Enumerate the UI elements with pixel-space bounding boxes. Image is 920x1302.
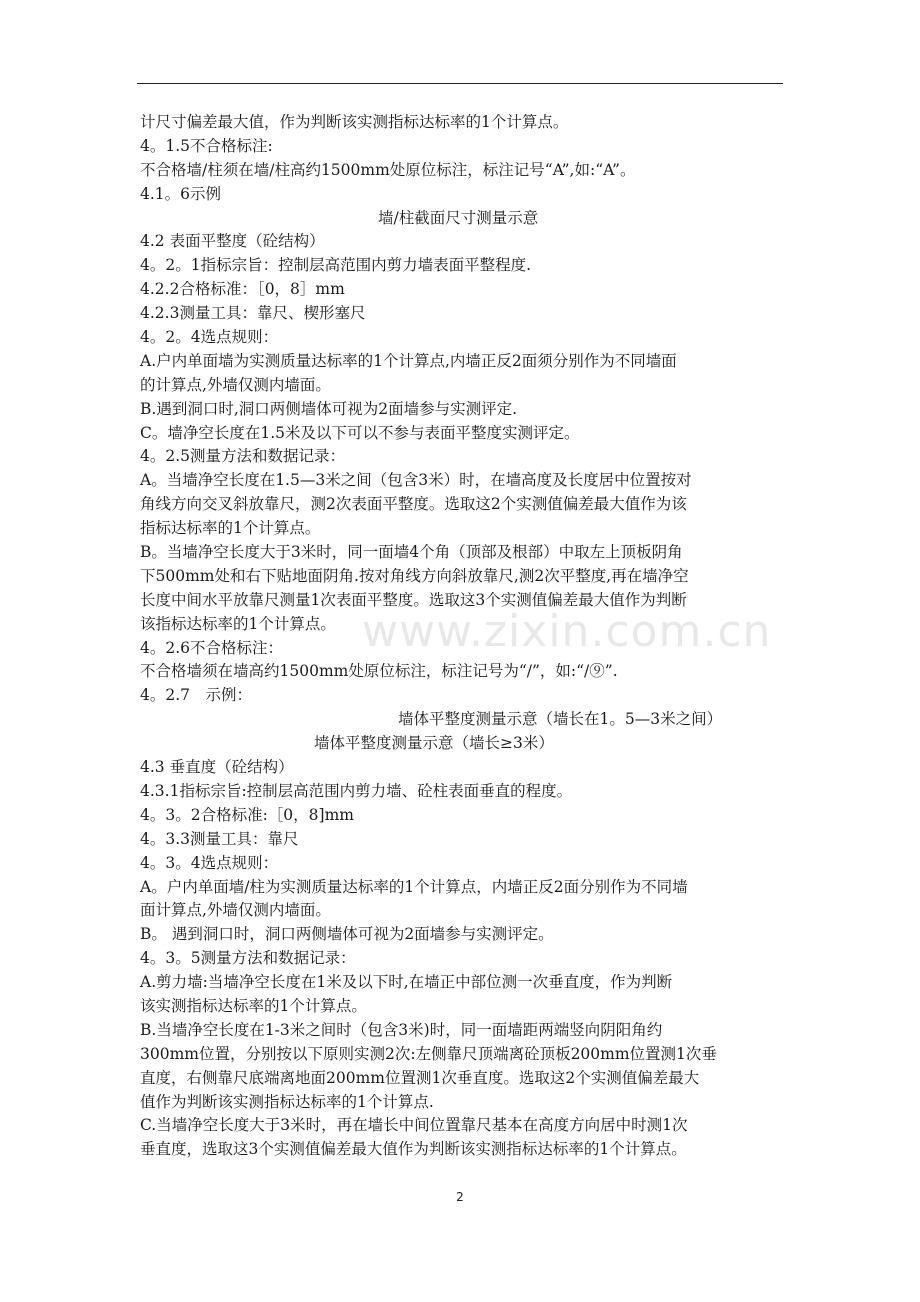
header-rule: [137, 83, 783, 84]
text-line: 不合格墙须在墙高约1500mm处原位标注，标注记号为“/”，如:“/⑨”.: [140, 662, 618, 681]
text-line: 该指标达标率的1个计算点。: [140, 614, 336, 633]
text-line: 角线方向交叉斜放靠尺，测2次表面平整度。选取这2个实测值偏差最大值作为该: [140, 495, 687, 514]
figure-caption: 墙体平整度测量示意（墙长在1。5—3米之间）: [398, 710, 723, 729]
text-line: 不合格墙/柱须在墙/柱高约1500mm处原位标注，标注记号“A”,如:“A”。: [140, 160, 636, 179]
figure-caption: 墙体平整度测量示意（墙长≥3米）: [314, 734, 554, 753]
text-line: 4。3.3测量工具：靠尺: [140, 829, 299, 848]
text-line: B。当墙净空长度大于3米时，同一面墙4个角（顶部及根部）中取左上顶板阴角: [140, 543, 683, 562]
section-heading: 4。1.5不合格标注:: [140, 136, 273, 155]
section-heading: 4.3 垂直度（砼结构）: [140, 758, 294, 777]
text-line: 4。2。1指标宗旨：控制层高范围内剪力墙表面平整程度.: [140, 256, 532, 275]
text-line: 4.2.3测量工具：靠尺、楔形塞尺: [140, 304, 366, 323]
figure-caption: 墙/柱截面尺寸测量示意: [378, 208, 539, 227]
text-line: 长度中间水平放靠尺测量1次表面平整度。选取这3个实测值偏差最大值作为判断: [140, 590, 687, 609]
section-heading: 4。2.7 示例：: [140, 686, 253, 705]
section-heading: 4。3。5测量方法和数据记录：: [140, 949, 356, 968]
text-line: 值作为判断该实测指标达标率的1个计算点.: [140, 1092, 434, 1111]
text-line: A.剪力墙:当墙净空长度在1米及以下时,在墙正中部位测一次垂直度，作为判断: [140, 973, 673, 992]
text-line: 下500mm处和右下贴地面阴角.按对角线方向斜放靠尺,测2次平整度,再在墙净空: [140, 566, 689, 585]
text-line: 的计算点,外墙仅测内墙面。: [140, 375, 331, 394]
text-line: A。当墙净空长度在1.5—3米之间（包含3米）时，在墙高度及长度居中位置按对: [140, 471, 692, 490]
text-line: 垂直度，选取这3个实测值偏差最大值作为判断该实测指标达标率的1个计算点。: [140, 1140, 687, 1159]
text-line: B.当墙净空长度在1-3米之间时（包含3米)时，同一面墙距两端竖向阴阳角约: [140, 1020, 663, 1039]
section-heading: 4.1。6示例: [140, 184, 222, 203]
text-line: 300mm位置，分别按以下原则实测2次:左侧靠尺顶端离砼顶板200mm位置测1次垂: [140, 1044, 717, 1063]
page-number: 2: [456, 1190, 464, 1204]
text-line: C。墙净空长度在1.5米及以下可以不参与表面平整度实测评定。: [140, 423, 580, 442]
section-heading: 4.2 表面平整度（砼结构）: [140, 232, 325, 251]
text-line: 计尺寸偏差最大值，作为判断该实测指标达标率的1个计算点。: [140, 113, 569, 131]
text-line: 面计算点,外墙仅测内墙面。: [140, 901, 331, 920]
section-heading: 4。2.5测量方法和数据记录：: [140, 447, 346, 466]
text-line: 指标达标率的1个计算点。: [140, 519, 321, 538]
text-line: B.遇到洞口时,洞口两侧墙体可视为2面墙参与实测评定.: [140, 399, 518, 418]
section-heading: 4。3。4选点规则：: [140, 853, 279, 872]
text-line: 4.3.1指标宗旨:控制层高范围内剪力墙、砼柱表面垂直的程度。: [140, 781, 573, 800]
section-heading: 4。2。4选点规则：: [140, 328, 279, 347]
text-line: 4。3。2合格标准:［0，8]mm: [140, 805, 354, 824]
text-line: C.当墙净空长度大于3米时，再在墙长中间位置靠尺基本在高度方向居中时测1次: [140, 1116, 688, 1135]
section-heading: 4。2.6不合格标注：: [140, 638, 284, 657]
document-body: [140, 111, 785, 1162]
text-line: A。户内单面墙/柱为实测质量达标率的1个计算点，内墙正反2面分别作为不同墙: [140, 877, 688, 896]
text-line: 该实测指标达标率的1个计算点。: [140, 996, 367, 1015]
text-line: B。 遇到洞口时，洞口两侧墙体可视为2面墙参与实测评定。: [140, 925, 554, 944]
text-line: A.户内单面墙为实测质量达标率的1个计算点,内墙正反2面须分别作为不同墙面: [140, 351, 677, 370]
watermark: www.zixin.com.cn: [362, 606, 772, 657]
text-line: 4.2.2合格标准：［0，8］mm: [140, 280, 345, 299]
text-line: 直度，右侧靠尺底端离地面200mm位置测1次垂直度。选取这2个实测值偏差最大: [140, 1068, 700, 1087]
